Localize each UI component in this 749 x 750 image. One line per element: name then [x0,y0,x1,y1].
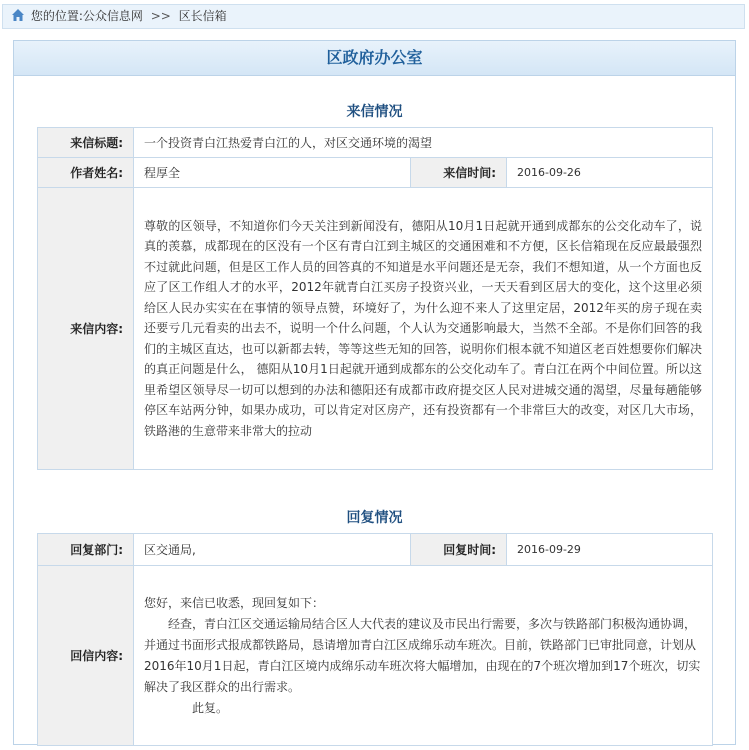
reply-content-label: 回信内容: [38,566,134,746]
reply-section-title: 回复情况 [346,510,403,526]
letter-subject: 一个投资青白江热爱青白江的人，对区交通环境的渴望 [134,128,713,158]
table-row [38,188,713,470]
reply-closing: 此复。 [192,700,229,715]
letter-table [37,127,713,470]
letter-author: 程厚全 [134,158,411,188]
letter-section-title: 来信情况 [346,104,403,120]
reply-time: 2016-09-29 [507,534,713,566]
breadcrumb-separator: >> [150,9,171,23]
reply-body: 经查，青白江区交通运输局结合区人大代表的建议及市民出行需要，多次与铁路部门积极沟通协调，并通过书面形式报成都铁路局，恳请增加青白江区成绵乐动车班次。目前，铁路部门已审批同意，计划从2016年10月1日起，青白江区境内成绵乐动车班次将大幅增加，由现在的7个班次增加到17个班次，切实解决了我区群众的出行需求。 [144,616,701,694]
letter-content: 尊敬的区领导，不知道你们今天关注到新闻没有，德阳从10月1日起就开通到成都东的公交化动车了，说真的羡慕，成都现在的区没有一个区有青白江到主城区的交通困难和不方便，区长信箱现在反应最最强烈不过就此问题，但是区工作人员的回答真的不知道是水平问题还是无奈，我们不想知道，从一个方面也反应了区工作组人才的水平，2012年就青白江买房子投资兴业，一天天看到区居大的变化，这个这里必须给区人民办实实在在事情的领导点赞，环境好了，为什么迎不来人了这里定居，2012年买的房子现在卖还要亏几元看卖的出去不，说明一个什么问题，个人认为交通影响最大，当然不全部。不是你们回答的我们的主城区直达，也可以新都去转，等等这些无知的回答，说明你们根本就不知道区老百姓想要你们解决的真正问题是什么， 德阳从10月1日起就开通到成都东的公交化动车了。青白江在两个中间位置。所以这里希望区领导尽一切可以想到的办法和德阳还有成都市政府提交区人民对进城交通的渴望，尽量每趟能够停区车站两分钟，如果办成功，可以肯定对区房产，还有投资都有一个非常巨大的改变，对区几大市场，铁路港的生意带来非常大的拉动 [134,188,713,470]
breadcrumb [2,4,745,29]
table-row [38,534,713,566]
reply-dept: 区交通局, [134,534,411,566]
table-row [38,566,713,746]
table-row [38,158,713,188]
letter-time: 2016-09-26 [507,158,713,188]
reply-dept-label: 回复部门: [38,534,134,566]
breadcrumb-link-public-info[interactable]: 公众信息网 [82,9,143,23]
reply-greeting: 您好，来信已收悉，现回复如下： [144,595,325,610]
office-panel [13,40,736,745]
panel-title: 区政府办公室 [14,41,735,76]
reply-time-label: 回复时间: [411,534,507,566]
letter-time-label: 来信时间: [411,158,507,188]
reply-table [37,533,713,746]
table-row [38,128,713,158]
content-label: 来信内容: [38,188,134,470]
reply-content [134,566,713,746]
breadcrumb-prefix: 您的位置: [30,9,83,23]
home-icon[interactable] [11,8,25,22]
subject-label: 来信标题: [38,128,134,158]
breadcrumb-link-mailbox[interactable]: 区长信箱 [178,9,227,23]
author-label: 作者姓名: [38,158,134,188]
